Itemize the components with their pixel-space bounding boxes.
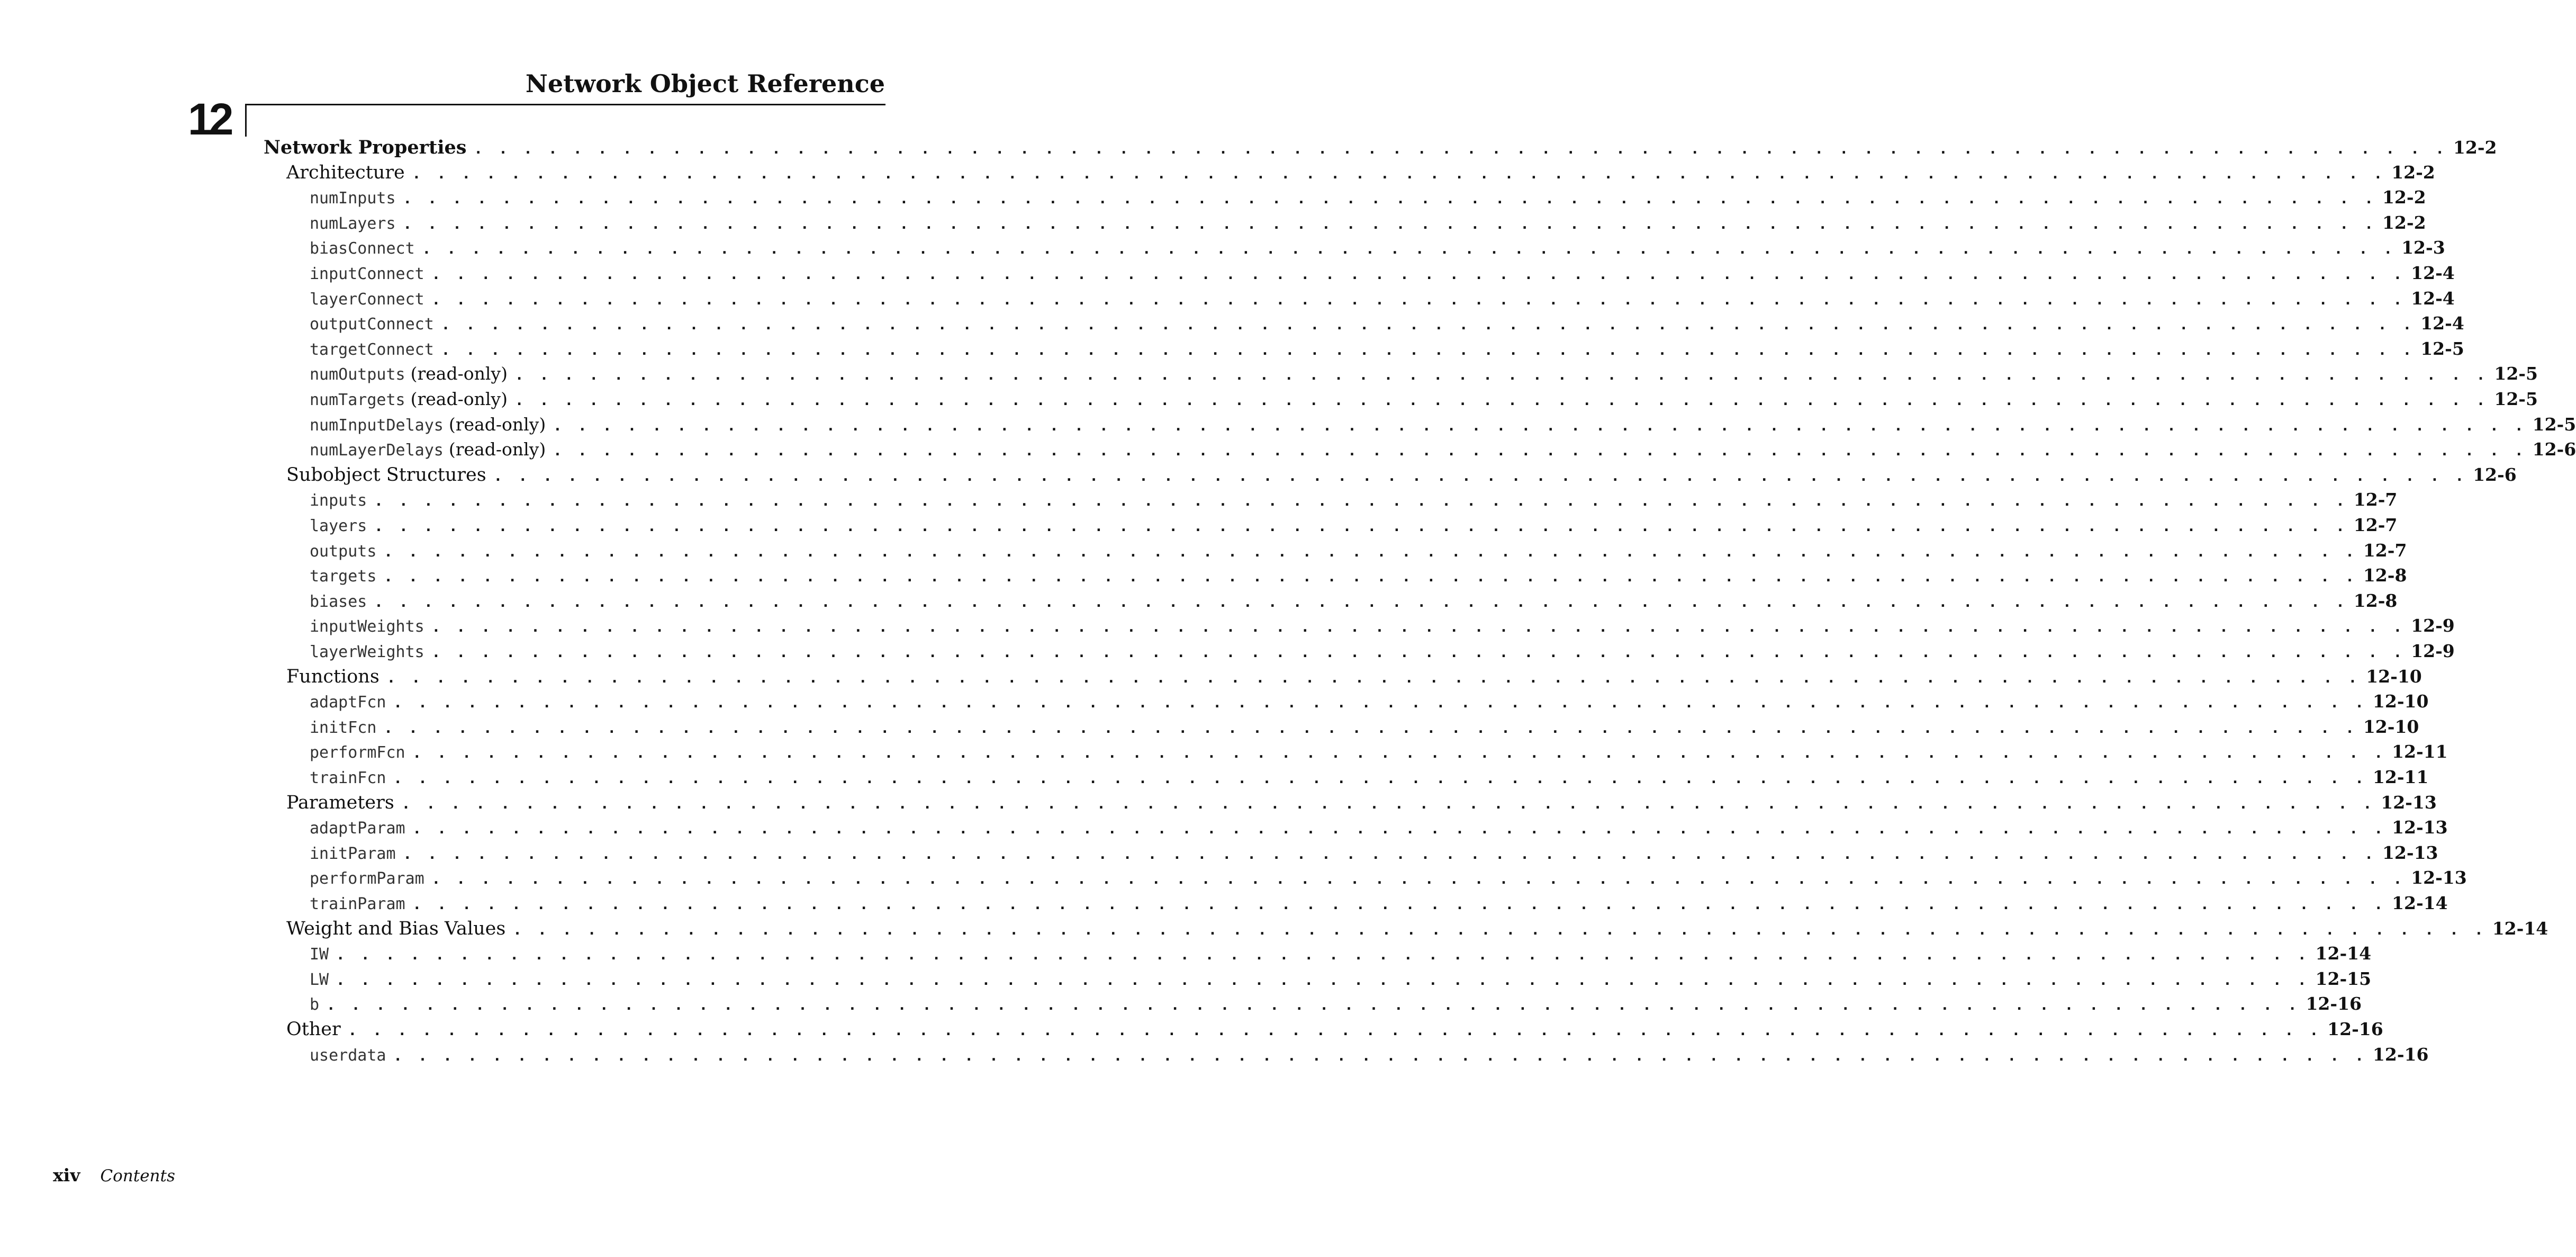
toc-page-number: 12-2	[2382, 212, 2426, 233]
toc-entry[interactable]	[310, 716, 2419, 742]
toc-entry[interactable]	[286, 792, 2437, 818]
toc-entry-title: targetConnect	[310, 340, 434, 359]
toc-entry[interactable]	[310, 237, 2445, 263]
toc-entry-title: Network Properties	[264, 137, 467, 158]
toc-entry-title: numInputDelays	[310, 416, 444, 435]
toc-entry[interactable]	[310, 993, 2362, 1019]
toc-entry[interactable]	[310, 338, 2464, 364]
footer-section-name: Contents	[100, 1166, 175, 1186]
toc-page-number: 12-10	[2366, 666, 2422, 687]
toc-leader-dots: . . . . . . . . . . . . . . . . . . . . . . . . . . . . . . . . . . . . . . . . . . . . . . . . . . . . . . . . . . . . . . . . . . . . . . . . . . . . . . . .	[327, 997, 2301, 1014]
toc-page-number: 12-14	[2392, 893, 2448, 913]
toc-leader-dots: . . . . . . . . . . . . . . . . . . . . . . . . . . . . . . . . . . . . . . . . . . . . . . . . . . . . . . . . . . . . . . . . . . . . . . . . . . . . . . . .	[403, 191, 2377, 208]
toc-leader-dots: . . . . . . . . . . . . . . . . . . . . . . . . . . . . . . . . . . . . . . . . . . . . . . . . . . . . . . . . . . . . . . . . . . . . . . . . . . . . . . . .	[336, 972, 2310, 989]
toc-entry-title: Architecture	[286, 161, 405, 183]
toc-entry-suffix: (read-only)	[410, 389, 508, 409]
toc-entry-title: inputConnect	[310, 265, 424, 283]
toc-leader-dots: . . . . . . . . . . . . . . . . . . . . . . . . . . . . . . . . . . . . . . . . . . . . . . . . . . . . . . . . . . . . . . . . . . . . . . . . . . . . . . . .	[374, 518, 2348, 535]
toc-entry[interactable]	[286, 666, 2422, 692]
toc-entry[interactable]	[310, 187, 2426, 212]
toc-entry[interactable]	[310, 641, 2455, 666]
toc-entry[interactable]	[310, 817, 2448, 842]
toc-entry-title: layers	[310, 517, 367, 535]
toc-leader-dots: . . . . . . . . . . . . . . . . . . . . . . . . . . . . . . . . . . . . . . . . . . . . . . . . . . . . . . . . . . . . . . . . . . . . . . . . . . . . . . . .	[514, 392, 2489, 409]
toc-leader-dots: . . . . . . . . . . . . . . . . . . . . . . . . . . . . . . . . . . . . . . . . . . . . . . . . . . . . . . . . . . . . . . . . . . . . . . . . . . . . . . . .	[553, 443, 2527, 460]
toc-page-number: 12-5	[2494, 363, 2538, 384]
toc-page-number: 12-7	[2363, 540, 2407, 561]
toc-page-number: 12-4	[2420, 313, 2464, 334]
toc-leader-dots: . . . . . . . . . . . . . . . . . . . . . . . . . . . . . . . . . . . . . . . . . . . . . . . . . . . . . . . . . . . . . . . . . . . . . . . . . . . . . . . .	[412, 165, 2387, 182]
toc-entry-title: inputs	[310, 491, 367, 510]
toc-page-number: 12-2	[2453, 137, 2497, 158]
toc-leader-dots: . . . . . . . . . . . . . . . . . . . . . . . . . . . . . . . . . . . . . . . . . . . . . . . . . . . . . . . . . . . . . . . . . . . . . . . . . . . . . . . .	[384, 543, 2358, 560]
toc-entry-title: performFcn	[310, 743, 405, 762]
toc-entry[interactable]	[310, 414, 2576, 439]
toc-entry-title: numOutputs	[310, 365, 405, 384]
toc-entry-title: outputs	[310, 542, 377, 561]
toc-entry[interactable]	[286, 918, 2548, 944]
toc-entry[interactable]	[310, 363, 2538, 389]
toc-leader-dots: . . . . . . . . . . . . . . . . . . . . . . . . . . . . . . . . . . . . . . . . . . . . . . . . . . . . . . . . . . . . . . . . . . . . . . . . . . . . . . . .	[393, 695, 2367, 712]
toc-entry-title: adaptFcn	[310, 693, 386, 712]
toc-leader-dots: . . . . . . . . . . . . . . . . . . . . . . . . . . . . . . . . . . . . . . . . . . . . . . . . . . . . . . . . . . . . . . . . . . . . . . . . . . . . . . . .	[374, 493, 2348, 510]
toc-entry[interactable]	[310, 943, 2372, 968]
toc-leader-dots: . . . . . . . . . . . . . . . . . . . . . . . . . . . . . . . . . . . . . . . . . . . . . . . . . . . . . . . . . . . . . . . . . . . . . . . . . . . . . . . .	[386, 669, 2361, 686]
toc-entry-title: adaptParam	[310, 819, 405, 838]
toc-entry-suffix: (read-only)	[448, 439, 546, 460]
toc-entry-title: b	[310, 995, 320, 1014]
toc-leader-dots: . . . . . . . . . . . . . . . . . . . . . . . . . . . . . . . . . . . . . . . . . . . . . . . . . . . . . . . . . . . . . . . . . . . . . . . . . . . . . . . .	[474, 141, 2448, 157]
toc-page-number: 12-13	[2382, 842, 2438, 863]
toc-entry[interactable]	[310, 867, 2467, 893]
toc-page-number: 12-4	[2411, 288, 2455, 309]
toc-entry[interactable]	[310, 691, 2429, 716]
toc-entry[interactable]	[310, 893, 2448, 918]
toc-leader-dots: . . . . . . . . . . . . . . . . . . . . . . . . . . . . . . . . . . . . . . . . . . . . . . . . . . . . . . . . . . . . . . . . . . . . . . . . . . . . . . . .	[384, 569, 2358, 586]
toc-entry-title: layerWeights	[310, 643, 424, 661]
toc-page-number: 12-7	[2353, 489, 2398, 510]
toc-page-number: 12-10	[2363, 716, 2419, 737]
toc-entry-title: Weight and Bias Values	[286, 918, 506, 939]
page-footer	[53, 1165, 175, 1186]
toc-entry[interactable]	[310, 263, 2455, 288]
toc-entry[interactable]	[310, 767, 2429, 792]
toc-entry-title: numTargets	[310, 391, 405, 409]
toc-entry-title: userdata	[310, 1046, 386, 1065]
header-rule-vertical	[245, 104, 247, 137]
toc-entry-title: numLayerDelays	[310, 441, 444, 460]
chapter-number: 12	[188, 94, 230, 144]
toc-leader-dots: . . . . . . . . . . . . . . . . . . . . . . . . . . . . . . . . . . . . . . . . . . . . . . . . . . . . . . . . . . . . . . . . . . . . . . . . . . . . . . . .	[384, 720, 2358, 737]
toc-page-number: 12-6	[2473, 464, 2517, 485]
toc-leader-dots: . . . . . . . . . . . . . . . . . . . . . . . . . . . . . . . . . . . . . . . . . . . . . . . . . . . . . . . . . . . . . . . . . . . . . . . . . . . . . . . .	[431, 644, 2406, 661]
toc-page-number: 12-14	[2315, 943, 2372, 964]
toc-entry-title: trainFcn	[310, 769, 386, 787]
toc-entry[interactable]	[310, 842, 2438, 868]
toc-page-number: 12-16	[2327, 1019, 2383, 1039]
toc-entry-title: Other	[286, 1019, 341, 1040]
toc-page-number: 12-6	[2532, 439, 2576, 460]
toc-entry[interactable]	[310, 489, 2398, 515]
toc-leader-dots: . . . . . . . . . . . . . . . . . . . . . . . . . . . . . . . . . . . . . . . . . . . . . . . . . . . . . . . . . . . . . . . . . . . . . . . . . . . . . . . .	[513, 921, 2487, 938]
toc-leader-dots: . . . . . . . . . . . . . . . . . . . . . . . . . . . . . . . . . . . . . . . . . . . . . . . . . . . . . . . . . . . . . . . . . . . . . . . . . . . . . . . .	[412, 821, 2387, 838]
toc-leader-dots: . . . . . . . . . . . . . . . . . . . . . . . . . . . . . . . . . . . . . . . . . . . . . . . . . . . . . . . . . . . . . . . . . . . . . . . . . . . . . . . .	[403, 846, 2377, 863]
toc-page-number: 12-16	[2306, 993, 2362, 1014]
footer-page-number: xiv	[53, 1165, 80, 1186]
toc-leader-dots: . . . . . . . . . . . . . . . . . . . . . . . . . . . . . . . . . . . . . . . . . . . . . . . . . . . . . . . . . . . . . . . . . . . . . . . . . . . . . . . .	[431, 619, 2406, 636]
toc-leader-dots: . . . . . . . . . . . . . . . . . . . . . . . . . . . . . . . . . . . . . . . . . . . . . . . . . . . . . . . . . . . . . . . . . . . . . . . . . . . . . . . .	[493, 468, 2468, 484]
toc-leader-dots: . . . . . . . . . . . . . . . . . . . . . . . . . . . . . . . . . . . . . . . . . . . . . . . . . . . . . . . . . . . . . . . . . . . . . . . . . . . . . . . .	[336, 947, 2310, 964]
toc-entry-title: initFcn	[310, 718, 377, 737]
toc-page-number: 12-11	[2372, 767, 2429, 787]
toc-entry[interactable]	[310, 741, 2448, 767]
toc-leader-dots: . . . . . . . . . . . . . . . . . . . . . . . . . . . . . . . . . . . . . . . . . . . . . . . . . . . . . . . . . . . . . . . . . . . . . . . . . . . . . . . .	[431, 871, 2406, 888]
toc-entry[interactable]	[310, 615, 2455, 641]
toc-entry-title: biases	[310, 592, 367, 611]
toc-entry-title: Parameters	[286, 792, 394, 813]
toc-entry-title: performParam	[310, 869, 424, 888]
toc-entry[interactable]	[310, 313, 2464, 338]
toc-entry-title: layerConnect	[310, 290, 424, 309]
toc-entry-title: trainParam	[310, 895, 405, 913]
toc-entry-title: numLayers	[310, 214, 396, 233]
toc-leader-dots: . . . . . . . . . . . . . . . . . . . . . . . . . . . . . . . . . . . . . . . . . . . . . . . . . . . . . . . . . . . . . . . . . . . . . . . . . . . . . . . .	[553, 417, 2527, 434]
toc-entry-title: initParam	[310, 844, 396, 863]
toc-leader-dots: . . . . . . . . . . . . . . . . . . . . . . . . . . . . . . . . . . . . . . . . . . . . . . . . . . . . . . . . . . . . . . . . . . . . . . . . . . . . . . . .	[441, 317, 2416, 334]
toc-leader-dots: . . . . . . . . . . . . . . . . . . . . . . . . . . . . . . . . . . . . . . . . . . . . . . . . . . . . . . . . . . . . . . . . . . . . . . . . . . . . . . . .	[401, 795, 2376, 812]
toc-leader-dots: . . . . . . . . . . . . . . . . . . . . . . . . . . . . . . . . . . . . . . . . . . . . . . . . . . . . . . . . . . . . . . . . . . . . . . . . . . . . . . . .	[431, 291, 2406, 308]
toc-entry-title: numInputs	[310, 189, 396, 208]
toc-entry-suffix: (read-only)	[448, 414, 546, 435]
toc-entry-title: IW	[310, 945, 329, 964]
toc-leader-dots: . . . . . . . . . . . . . . . . . . . . . . . . . . . . . . . . . . . . . . . . . . . . . . . . . . . . . . . . . . . . . . . . . . . . . . . . . . . . . . . .	[374, 594, 2348, 610]
toc-leader-dots: . . . . . . . . . . . . . . . . . . . . . . . . . . . . . . . . . . . . . . . . . . . . . . . . . . . . . . . . . . . . . . . . . . . . . . . . . . . . . . . .	[403, 216, 2377, 232]
toc-entry[interactable]	[310, 389, 2538, 414]
toc-leader-dots: . . . . . . . . . . . . . . . . . . . . . . . . . . . . . . . . . . . . . . . . . . . . . . . . . . . . . . . . . . . . . . . . . . . . . . . . . . . . . . . .	[393, 1047, 2367, 1064]
toc-entry-title: Functions	[286, 666, 379, 687]
toc-entry[interactable]	[286, 464, 2517, 490]
toc-page-number: 12-7	[2353, 515, 2398, 535]
toc-entry[interactable]	[310, 515, 2398, 540]
toc-page-number: 12-2	[2391, 161, 2435, 183]
toc-entry-title: LW	[310, 970, 329, 989]
toc-page-number: 12-8	[2353, 590, 2398, 611]
toc-page-number: 12-13	[2411, 867, 2467, 888]
toc-page-number: 12-5	[2532, 414, 2576, 435]
toc-page-number: 12-2	[2382, 187, 2426, 208]
toc-entry-suffix: (read-only)	[410, 363, 508, 384]
toc-entry[interactable]	[310, 968, 2372, 994]
toc-entry-title: biasConnect	[310, 239, 415, 258]
toc-entry[interactable]	[310, 590, 2398, 616]
toc-page-number: 12-5	[2420, 338, 2464, 359]
toc-leader-dots: . . . . . . . . . . . . . . . . . . . . . . . . . . . . . . . . . . . . . . . . . . . . . . . . . . . . . . . . . . . . . . . . . . . . . . . . . . . . . . . .	[348, 1022, 2322, 1039]
toc-page-number: 12-5	[2494, 389, 2538, 409]
toc-leader-dots: . . . . . . . . . . . . . . . . . . . . . . . . . . . . . . . . . . . . . . . . . . . . . . . . . . . . . . . . . . . . . . . . . . . . . . . . . . . . . . . .	[514, 367, 2489, 384]
chapter-title: Network Object Reference	[525, 69, 885, 98]
toc-leader-dots: . . . . . . . . . . . . . . . . . . . . . . . . . . . . . . . . . . . . . . . . . . . . . . . . . . . . . . . . . . . . . . . . . . . . . . . . . . . . . . . .	[441, 342, 2416, 358]
toc-entry[interactable]	[310, 540, 2407, 565]
toc-page-number: 12-9	[2411, 615, 2455, 636]
toc-entry[interactable]	[264, 137, 2497, 162]
toc-leader-dots: . . . . . . . . . . . . . . . . . . . . . . . . . . . . . . . . . . . . . . . . . . . . . . . . . . . . . . . . . . . . . . . . . . . . . . . . . . . . . . . .	[412, 745, 2387, 762]
toc-entry[interactable]	[310, 288, 2455, 313]
toc-entry[interactable]	[286, 161, 2435, 187]
toc-entry[interactable]	[310, 439, 2576, 464]
toc-entry-title: Subobject Structures	[286, 464, 486, 486]
toc-leader-dots: . . . . . . . . . . . . . . . . . . . . . . . . . . . . . . . . . . . . . . . . . . . . . . . . . . . . . . . . . . . . . . . . . . . . . . . . . . . . . . . .	[393, 770, 2367, 787]
toc-page-number: 12-9	[2411, 641, 2455, 661]
toc-leader-dots: . . . . . . . . . . . . . . . . . . . . . . . . . . . . . . . . . . . . . . . . . . . . . . . . . . . . . . . . . . . . . . . . . . . . . . . . . . . . . . . .	[422, 241, 2397, 258]
toc-entry[interactable]	[310, 1044, 2429, 1070]
toc-page-number: 12-13	[2381, 792, 2437, 813]
toc-page-number: 12-16	[2372, 1044, 2429, 1065]
toc-entry-title: targets	[310, 567, 377, 586]
toc-page-number: 12-8	[2363, 565, 2407, 586]
toc-entry[interactable]	[286, 1019, 2383, 1044]
toc-page-number: 12-13	[2392, 817, 2448, 838]
toc-page-number: 12-14	[2492, 918, 2548, 939]
toc-entry-title: outputConnect	[310, 315, 434, 334]
toc-entry[interactable]	[310, 565, 2407, 590]
toc-leader-dots: . . . . . . . . . . . . . . . . . . . . . . . . . . . . . . . . . . . . . . . . . . . . . . . . . . . . . . . . . . . . . . . . . . . . . . . . . . . . . . . .	[431, 266, 2406, 283]
toc-entry-title: inputWeights	[310, 617, 424, 636]
toc-page-number: 12-3	[2401, 237, 2445, 258]
toc-page-number: 12-15	[2315, 968, 2372, 989]
toc-leader-dots: . . . . . . . . . . . . . . . . . . . . . . . . . . . . . . . . . . . . . . . . . . . . . . . . . . . . . . . . . . . . . . . . . . . . . . . . . . . . . . . .	[412, 896, 2387, 913]
toc-page-number: 12-11	[2392, 741, 2448, 762]
header-rule-horizontal	[245, 104, 885, 105]
toc-entry[interactable]	[310, 212, 2426, 238]
toc-page-number: 12-10	[2372, 691, 2429, 712]
toc-page-number: 12-4	[2411, 263, 2455, 283]
